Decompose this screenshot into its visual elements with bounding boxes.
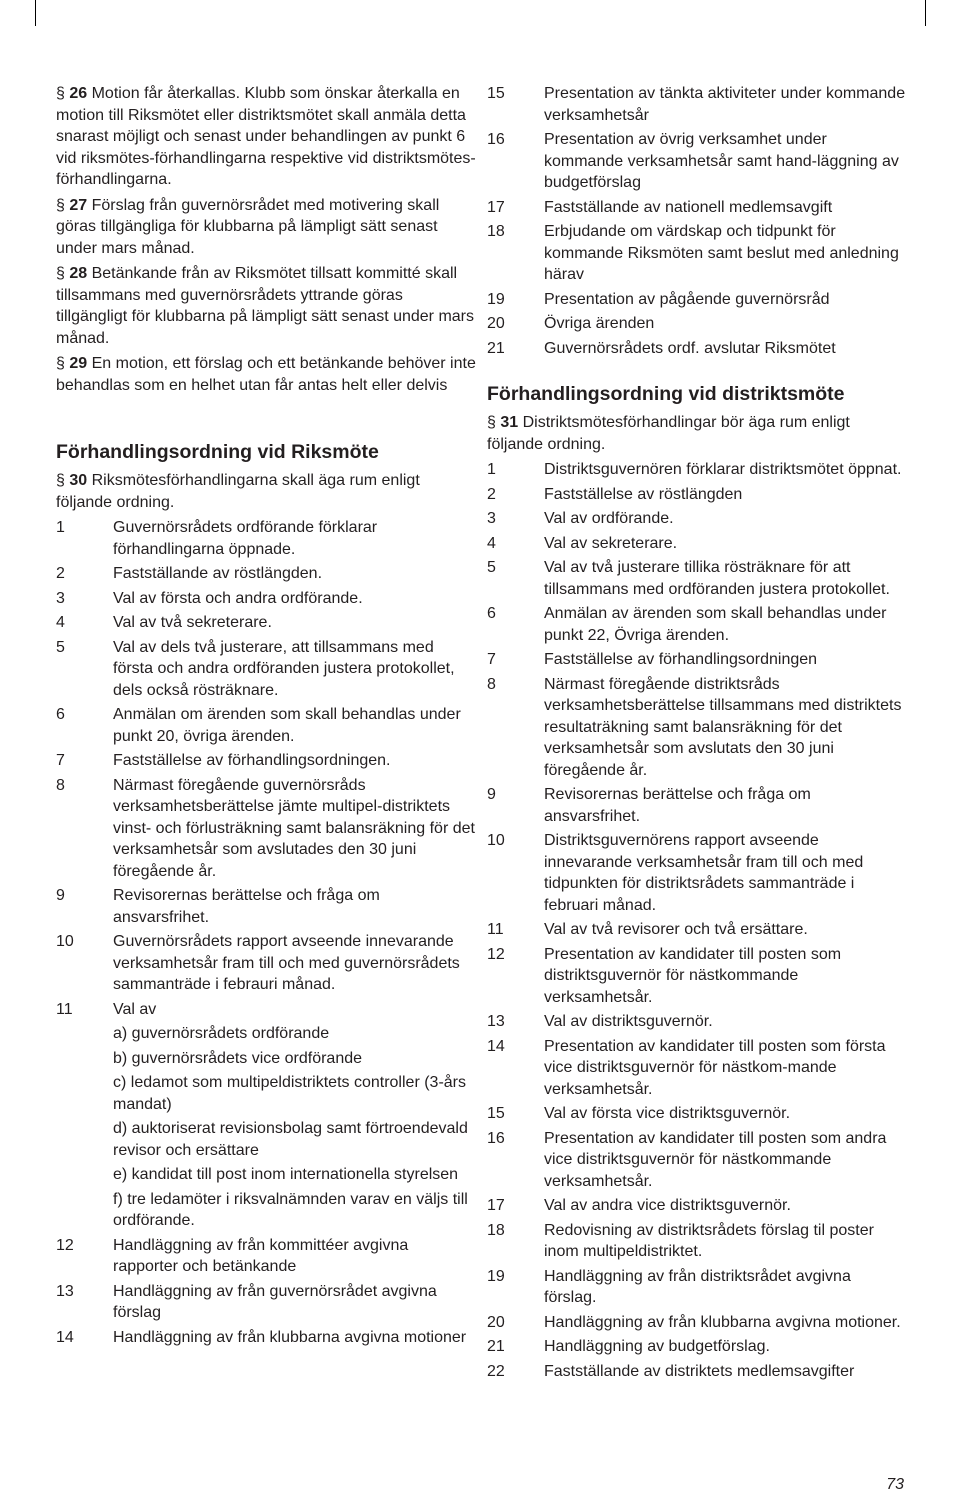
agenda-item-number: 7 [56, 752, 65, 769]
agenda-item-text: Handläggning av från guvernörsrådet avgivna förslag [113, 1282, 437, 1321]
section-paragraph [56, 83, 476, 191]
agenda-item-number: 17 [487, 1197, 505, 1214]
agenda-item [56, 1235, 476, 1278]
agenda-item-text: Guvernörsrådets ordförande förklarar förhandlingarna öppnade. [113, 519, 378, 558]
agenda-item [487, 674, 907, 782]
agenda-item-number: 19 [487, 1267, 505, 1285]
agenda-item-text: Presentation av kandidater till posten som första vice distriktsguvernör för nästkom-mande verksamhetsår. [544, 1037, 886, 1098]
left-column [56, 83, 476, 1351]
section-sign: § [56, 196, 65, 214]
agenda-item-number: 19 [487, 290, 505, 308]
agenda-item-text: Val av två sekreterare. [113, 614, 272, 631]
agenda-item-number: 16 [487, 131, 505, 148]
agenda-item [56, 1327, 476, 1349]
agenda-item-number: 3 [56, 589, 65, 607]
section-number: 28 [69, 265, 88, 282]
agenda-item-text: Presentation av pågående guvernörsråd [544, 290, 830, 308]
agenda-item-text: Fastställande av nationell medlemsavgift [544, 198, 833, 216]
agenda-item-number: 14 [56, 1328, 74, 1346]
section-sign: § [56, 355, 65, 372]
agenda-sub-item: c) ledamot som multipeldistriktets controller (3-års mandat) [113, 1074, 466, 1113]
agenda-item [487, 1128, 907, 1193]
agenda-item-number: 21 [487, 1338, 505, 1355]
agenda-item-text: Val av två justerare tillika rösträknare för att tillsammans med ordföranden justera protokollet. [544, 559, 890, 598]
agenda-item [56, 1281, 476, 1324]
agenda-item-text: Fastställelse av röstlängden [544, 485, 743, 503]
agenda-item-text: Val av ordförande. [544, 510, 674, 527]
agenda-item-text: Val av sekreterare. [544, 534, 678, 552]
agenda-item-number: 2 [487, 485, 496, 503]
agenda-item-number: 1 [487, 461, 496, 478]
agenda-item-text: Fastställande av röstlängden. [113, 565, 323, 582]
section-paragraph [56, 195, 476, 260]
agenda-item-number: 12 [487, 945, 505, 963]
agenda-item-text: Guvernörsrådets ordf. avslutar Riksmötet [544, 339, 836, 357]
agenda-item [56, 885, 476, 928]
crop-mark-right [925, 0, 926, 26]
agenda-sub-item: d) auktoriserat revisionsbolag samt förtroendevald revisor och ersättare [113, 1120, 468, 1159]
agenda-item-text: Val av distriktsguvernör. [544, 1013, 713, 1030]
section-text: Motion får återkallas. Klubb som önskar återkalla en motion till Riksmötet eller distriktsmötet skall anmäla detta snarast möjligt och senast under behandlingen av punkt 6 vid riksmötes-förhandlingarna respektive vid distriktsmötes-förhandlingarna. [56, 85, 476, 188]
riksmote-agenda-list-continued [487, 83, 907, 359]
agenda-item-number: 13 [487, 1013, 505, 1030]
agenda-item-text: Val av [113, 1000, 157, 1018]
agenda-item-text: Handläggning av från klubbarna avgivna motioner [113, 1328, 467, 1346]
agenda-item-number: 11 [56, 1000, 73, 1018]
agenda-item-text: Revisorernas berättelse och fråga om ansvarsfrihet. [113, 887, 380, 926]
section-number: 27 [69, 196, 88, 214]
agenda-item-text: Presentation av övrig verksamhet under kommande verksamhetsår samt hand-läggning av budgetförslag [544, 131, 899, 191]
distriktsmote-heading: Förhandlingsordning vid distriktsmöte [487, 383, 845, 405]
agenda-item-number: 21 [487, 339, 505, 357]
section-number: 30 [69, 472, 88, 489]
agenda-item-number: 15 [487, 1105, 505, 1122]
agenda-item [487, 830, 907, 916]
agenda-item-number: 17 [487, 198, 505, 216]
agenda-item-text: Närmast föregående distriktsråds verksamhetsberättelse tillsammans med distriktets resultaträkning samt balansräkning för det verksamhetsår som avslutats den 30 juni föregående år. [544, 675, 902, 779]
left-paragraphs [56, 83, 476, 396]
agenda-item [56, 750, 476, 772]
agenda-item [487, 313, 907, 335]
agenda-item [487, 1220, 907, 1263]
agenda-item [56, 704, 476, 747]
section-text: Riksmötesförhandlingarna skall äga rum enligt följande ordning. [56, 472, 420, 511]
agenda-item [56, 637, 476, 702]
agenda-item [487, 603, 907, 646]
agenda-item [487, 1361, 907, 1383]
agenda-item-text: Handläggning av från kommittéer avgivna rapporter och betänkande [113, 1236, 409, 1275]
agenda-item-text: Val av två revisorer och två ersättare. [544, 921, 808, 938]
section-text: En motion, ett förslag och ett betänkande behöver inte behandlas som en helhet utan får antas helt eller delvis [56, 355, 476, 394]
agenda-item-number: 5 [56, 638, 65, 656]
agenda-item-text: Fastställelse av förhandlingsordningen [544, 651, 818, 668]
agenda-sub-item: b) guvernörsrådets vice ordförande [113, 1049, 363, 1067]
agenda-item-number: 8 [56, 776, 65, 794]
section-text: Förslag från guvernörsrådet med motivering skall göras tillgängliga för klubbarna på lämpligt sätt senast under mars månad. [56, 196, 440, 257]
agenda-item-number: 10 [487, 832, 505, 849]
agenda-item-number: 7 [487, 651, 496, 668]
agenda-item-number: 4 [56, 614, 65, 631]
section-paragraph [56, 353, 476, 396]
agenda-sub-item: a) guvernörsrådets ordförande [113, 1025, 330, 1042]
distriktsmote-agenda-list [487, 459, 907, 1382]
agenda-item [487, 459, 907, 481]
agenda-item-text: Handläggning av från distriktsrådet avgivna förslag. [544, 1267, 851, 1306]
agenda-item-text: Guvernörsrådets rapport avseende innevarande verksamhetsår fram till och med guvernörsrådets sammanträde i febrauri månad. [113, 933, 460, 993]
agenda-item-text: Handläggning av från klubbarna avgivna motioner. [544, 1313, 901, 1331]
agenda-item [487, 944, 907, 1009]
agenda-item-number: 10 [56, 933, 74, 950]
agenda-item [487, 1011, 907, 1033]
agenda-item-text: Redovisning av distriktsrådets förslag til poster inom multipeldistriktet. [544, 1221, 874, 1260]
agenda-item-number: 20 [487, 1313, 505, 1331]
agenda-item-text: Erbjudande om värdskap och tidpunkt för kommande Riksmöten samt beslut med anledning härav [544, 223, 899, 283]
agenda-item [56, 563, 476, 585]
agenda-item-number: 9 [56, 887, 65, 904]
agenda-item-number: 18 [487, 1221, 505, 1239]
agenda-item [487, 784, 907, 827]
agenda-item [487, 1336, 907, 1358]
agenda-item [487, 533, 907, 555]
agenda-item [487, 338, 907, 360]
agenda-item-number: 5 [487, 559, 496, 576]
agenda-item [487, 289, 907, 311]
agenda-item-number: 12 [56, 1236, 74, 1254]
agenda-item-number: 6 [487, 605, 496, 622]
agenda-item-text: Fastställande av distriktets medlemsavgifter [544, 1362, 855, 1380]
section-sign: § [56, 472, 65, 489]
section-31-intro [487, 412, 907, 455]
section-sign: § [56, 85, 65, 102]
riksmote-agenda-list [56, 517, 476, 1348]
agenda-item-number: 3 [487, 510, 496, 527]
agenda-item [487, 1036, 907, 1101]
agenda-item [487, 83, 907, 126]
agenda-item-text: Val av andra vice distriktsguvernör. [544, 1197, 791, 1214]
agenda-item-text: Val av dels två justerare, att tillsammans med första och andra ordföranden justera protokollet, dels också rösträknare. [113, 638, 455, 699]
section-30-intro [56, 470, 476, 513]
agenda-item [487, 1103, 907, 1125]
agenda-item-text: Val av första och andra ordförande. [113, 589, 363, 607]
agenda-item-text: Fastställelse av förhandlingsordningen. [113, 752, 391, 769]
agenda-item-number: 14 [487, 1037, 505, 1055]
agenda-item [487, 221, 907, 286]
agenda-item [56, 517, 476, 560]
agenda-item-number: 4 [487, 534, 496, 552]
riksmote-heading: Förhandlingsordning vid Riksmöte [56, 441, 379, 463]
agenda-item [487, 484, 907, 506]
agenda-item [487, 557, 907, 600]
section-sign: § [487, 414, 496, 431]
section-text: Betänkande från av Riksmötet tillsatt kommitté skall tillsammans med guvernörsrådets yttrande göras tillgängligt för klubbarna på lämpligt sätt senast under mars månad. [56, 265, 474, 347]
agenda-item [56, 612, 476, 634]
agenda-item-number: 2 [56, 565, 65, 582]
agenda-item-text: Presentation av kandidater till posten som andra vice distriktsguvernör för nästkommande verksamhetsår. [544, 1129, 887, 1190]
agenda-sub-item: f) tre ledamöter i riksvalnämnden varav en väljs till ordförande. [113, 1190, 468, 1229]
agenda-item-text: Handläggning av budgetförslag. [544, 1338, 770, 1355]
right-column [487, 83, 907, 1385]
agenda-item-text: Val av första vice distriktsguvernör. [544, 1105, 791, 1122]
agenda-item-text: Presentation av tänkta aktiviteter under kommande verksamhetsår [544, 85, 906, 124]
agenda-item [56, 588, 476, 610]
agenda-item-number: 13 [56, 1282, 74, 1300]
agenda-item-number: 22 [487, 1362, 505, 1380]
section-sign: § [56, 265, 65, 282]
agenda-item-number: 11 [487, 921, 504, 938]
page-number: 73 [886, 1476, 904, 1493]
agenda-item-text: Övriga ärenden [544, 315, 655, 332]
agenda-item [56, 775, 476, 883]
agenda-item [487, 129, 907, 194]
agenda-item-number: 15 [487, 85, 505, 102]
section-number: 31 [500, 414, 519, 431]
agenda-item-number: 1 [56, 519, 65, 536]
agenda-item-text: Revisorernas berättelse och fråga om ansvarsfrihet. [544, 786, 811, 825]
agenda-item [56, 931, 476, 996]
section-number: 29 [69, 355, 88, 372]
agenda-item-text: Anmälan av ärenden som skall behandlas under punkt 22, Övriga ärenden. [544, 605, 887, 644]
agenda-item-number: 6 [56, 706, 65, 723]
agenda-item-number: 9 [487, 786, 496, 803]
agenda-item [487, 508, 907, 530]
agenda-item-number: 18 [487, 223, 505, 240]
agenda-item [487, 1312, 907, 1334]
agenda-item [487, 1195, 907, 1217]
agenda-item-number: 16 [487, 1129, 505, 1147]
section-number: 26 [69, 85, 88, 102]
agenda-item [487, 197, 907, 219]
agenda-item [487, 919, 907, 941]
agenda-item [56, 999, 476, 1021]
agenda-item [487, 649, 907, 671]
agenda-sub-item: e) kandidat till post inom internationella styrelsen [113, 1166, 459, 1183]
crop-mark-left [35, 0, 36, 26]
agenda-item-text: Närmast föregående guvernörsråds verksamhetsberättelse jämte multipel-distriktets vinst- och förlusträkning samt balansräkning för det verksamhetsår som avslutades den 30 juni föregående år. [113, 776, 475, 880]
agenda-item-text: Distriktsguvernören förklarar distriktsmötet öppnat. [544, 461, 902, 478]
agenda-item-text: Distriktsguvernörens rapport avseende innevarande verksamhetsår fram till och med tidpunkten för distriktsrådets sammanträde i februari månad. [544, 832, 864, 914]
section-paragraph [56, 263, 476, 349]
agenda-item-text: Anmälan om ärenden som skall behandlas under punkt 20, övriga ärenden. [113, 706, 461, 745]
agenda-item-number: 8 [487, 675, 496, 693]
section-text: Distriktsmötesförhandlingar bör äga rum enligt följande ordning. [487, 414, 850, 453]
agenda-item-number: 20 [487, 315, 505, 332]
agenda-item-text: Presentation av kandidater till posten som distriktsguvernör för nästkommande verksamhetsår. [544, 945, 842, 1006]
agenda-item [487, 1266, 907, 1309]
